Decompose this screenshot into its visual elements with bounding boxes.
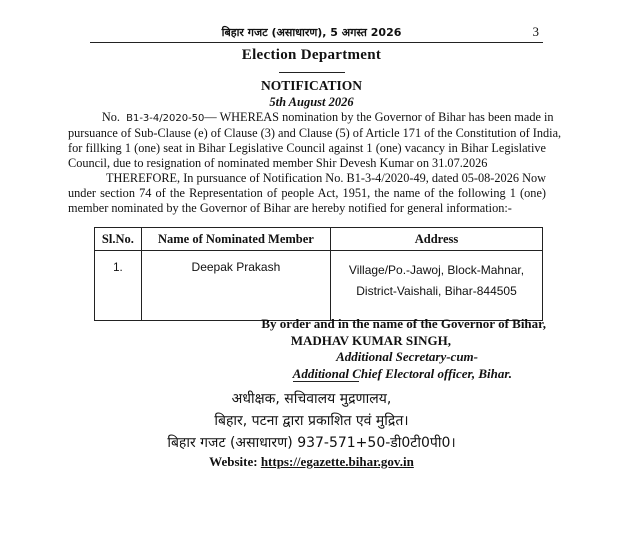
order-line: By order and in the name of the Governor of Bihar, [261,316,546,331]
notification-number-label: No. [101,110,120,124]
page-number: 3 [532,24,539,39]
cell-address [331,251,543,321]
paragraph-2-line-3: member nominated by the Governor of Bihar are hereby notified for general information:- [68,201,512,215]
signatory-name: MADHAV KUMAR SINGH, [290,332,451,348]
paragraph-2-line-1: THEREFORE, In pursuance of Notification No. B1-3-4/2020-49, dated 05-08-2026 Now [106,171,546,185]
column-header-sl-no: Sl.No. [95,228,142,251]
notification-number: B1-3-4/2020-50 [126,113,205,124]
paragraph-1-line-3: for fillking 1 (one) seat in Bihar Legislative Council against 1 (one) vacancy in Bihar Legislative [68,141,546,155]
notification-heading: NOTIFICATION [260,78,362,93]
nominated-members-table [94,227,543,321]
department-divider [279,72,345,73]
paragraph-1-line-4: Council, due to resignation of nominated member Shir Devesh Kumar on 31.07.2026 [68,156,488,170]
cell-sl-no: 1. [95,251,142,321]
column-header-address: Address [331,228,543,251]
address-line-1: Village/Po.-Jawoj, Block-Mahnar, [348,263,525,277]
paragraph-2-line-2: under section 74 of the Representation of people Act, 1951, the name of the following 1 (one) [68,186,546,200]
address-line-2: District-Vaishali, Bihar-844505 [356,284,517,298]
notification-paragraph-1 [68,110,562,171]
paragraph-1-line-2: pursuance of Sub-Clause (e) of Clause (3) and Clause (5) of Article 171 of the Constitution of India, [68,126,562,140]
website-link[interactable]: https://egazette.bihar.gov.in [260,454,414,469]
publisher-line-3: बिहार गजट (असाधारण) 937-571+50-डी0टी0पी0। [167,435,456,451]
signatory-designation-2: Additional Chief Electoral officer, Bihar. [292,365,512,381]
header-divider [90,42,543,43]
paragraph-1-line-1 [68,110,554,126]
publisher-line-2: बिहार, पटना द्वारा प्रकाशित एवं मुद्रित। [214,413,409,429]
gazette-header-title: बिहार गजट (असाधारण), 5 अगस्त 2026 [221,26,402,39]
cell-member-name: Deepak Prakash [141,251,330,321]
signatory-designation-1: Additional Secretary-cum- [336,349,478,364]
signature-divider [293,381,359,382]
table-header-row [95,228,543,251]
notification-date: 5th August 2026 [269,95,354,109]
notification-paragraph-2 [68,171,546,216]
publisher-line-1: अधीक्षक, सचिवालय मुद्रणालय, [231,391,392,407]
signature-block [261,316,546,382]
paragraph-1-first-line-text: — WHEREAS nomination by the Governor of Bihar has been made in [204,110,554,124]
table-row [95,251,543,321]
website-label: Website: [209,454,258,469]
website-line [0,454,623,470]
column-header-member-name: Name of Nominated Member [141,228,330,251]
department-title: Election Department [241,47,382,63]
